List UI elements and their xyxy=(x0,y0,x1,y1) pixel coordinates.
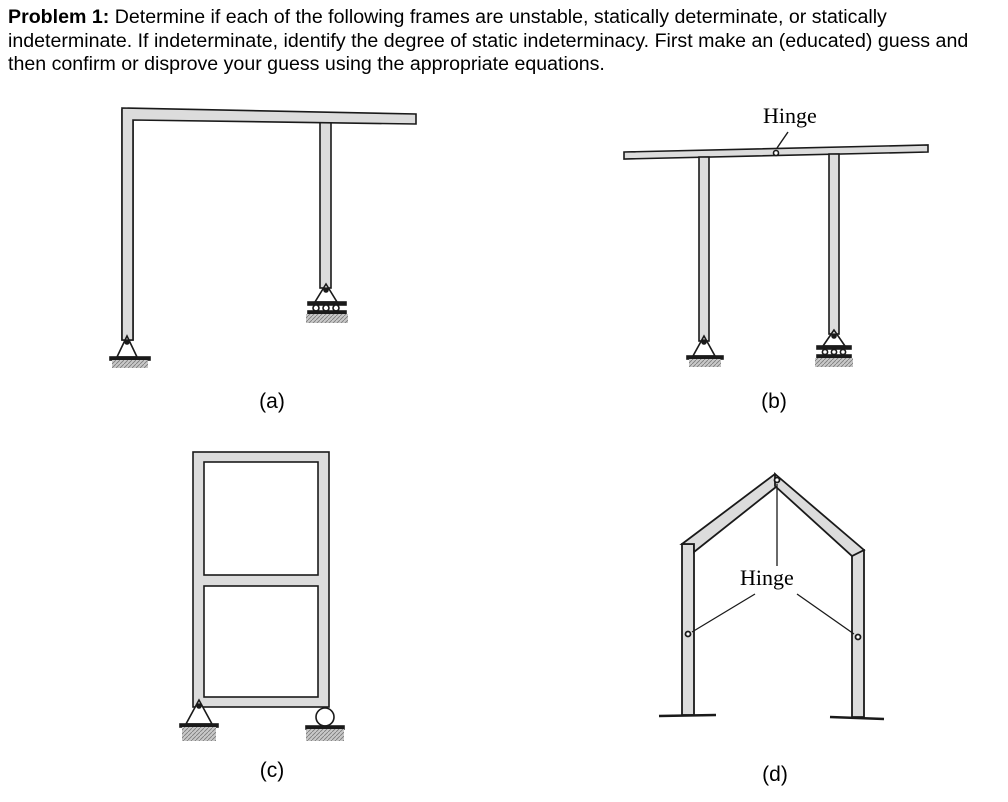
frame-b-roller-support xyxy=(815,330,853,367)
caption-a: (a) xyxy=(259,390,285,413)
frame-d-leader-right xyxy=(797,594,854,634)
problem-heading: Problem 1: xyxy=(8,6,110,28)
frame-b-left-column xyxy=(699,157,709,341)
frame-d-right-hinge-icon xyxy=(856,635,861,640)
frame-c xyxy=(180,452,344,741)
frame-b-hinge-leader xyxy=(777,132,788,148)
frame-d-right-rafter xyxy=(775,474,864,556)
frame-c-upper-panel xyxy=(204,462,318,575)
caption-d: (d) xyxy=(762,763,788,786)
frame-d-left-column xyxy=(682,544,694,715)
frame-c-lower-panel xyxy=(204,586,318,697)
frame-c-roller-support xyxy=(306,708,344,741)
problem-body: Determine if each of the following frames are unstable, statically determinate, or statically indeterminate. If indeterminate, identify the degree of static indeterminacy. First make an (educated) guess and then confirm or disprove your guess using the appropriate equations. xyxy=(8,6,969,75)
caption-b: (b) xyxy=(761,390,787,413)
frame-b-right-column xyxy=(829,154,839,334)
frame-d-leader-left xyxy=(692,594,755,632)
frame-b-hinge-label: Hinge xyxy=(763,103,817,128)
frame-a-pin-support xyxy=(110,336,150,368)
caption-c: (c) xyxy=(259,759,285,782)
frame-d-hinge-label: Hinge xyxy=(740,565,794,590)
frame-d-ground-left xyxy=(659,715,716,716)
frame-a xyxy=(110,108,416,368)
frame-d-left-hinge-icon xyxy=(686,632,691,637)
frame-d-left-rafter xyxy=(682,474,781,552)
frame-a-right-column xyxy=(320,118,331,288)
frame-d-apex-hinge-icon xyxy=(775,478,780,483)
frame-a-beam xyxy=(122,108,416,340)
frame-a-roller-support xyxy=(306,284,348,323)
frame-b xyxy=(624,132,928,367)
frame-d xyxy=(659,474,884,719)
frame-d-ground-right xyxy=(830,717,884,719)
frame-b-hinge-icon xyxy=(774,151,779,156)
frame-b-pin-support xyxy=(687,336,723,367)
